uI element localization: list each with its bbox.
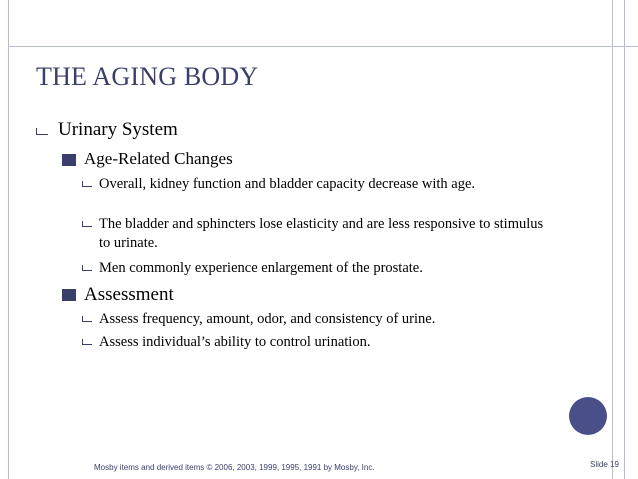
point-text: Assess frequency, amount, odor, and consistency of urine. [99, 311, 436, 327]
point-assess-urine [82, 310, 549, 329]
decorative-circle [569, 397, 607, 435]
slide-title: THE AGING BODY [36, 62, 259, 91]
bullet-icon [36, 128, 48, 135]
right-border-line-inner [612, 0, 613, 479]
square-bullet-icon [62, 289, 76, 301]
point-bladder-elasticity [82, 215, 549, 253]
left-border-line [8, 0, 9, 479]
point-text: The bladder and sphincters lose elasticity and are less responsive to stimulus to urinate. [99, 216, 544, 251]
point-text: Men commonly experience enlargement of the prostate. [99, 260, 423, 276]
bullet-label: Urinary System [58, 119, 178, 140]
bullet-icon [82, 316, 92, 322]
bullet-urinary-system [36, 119, 178, 141]
bullet-icon [82, 265, 92, 271]
bullet-icon [82, 339, 92, 345]
square-bullet-icon [62, 154, 76, 166]
top-horizontal-line [8, 46, 638, 47]
bullet-label: Age-Related Changes [84, 149, 233, 168]
point-assess-control [82, 333, 549, 352]
bullet-assessment [62, 284, 174, 306]
point-text: Assess individual’s ability to control urination. [99, 334, 371, 350]
bullet-icon [82, 221, 92, 227]
point-kidney-function [82, 175, 549, 194]
bullet-label: Assessment [84, 284, 174, 305]
copyright-footer: Mosby items and derived items © 2006, 2003, 1999, 1995, 1991 by Mosby, Inc. [94, 463, 375, 472]
bullet-age-related-changes [62, 149, 233, 169]
slide-number: Slide 19 [590, 460, 619, 469]
point-prostate [82, 259, 549, 278]
right-border-line-outer [624, 0, 625, 479]
bullet-icon [82, 181, 92, 187]
point-text: Overall, kidney function and bladder capacity decrease with age. [99, 176, 476, 192]
